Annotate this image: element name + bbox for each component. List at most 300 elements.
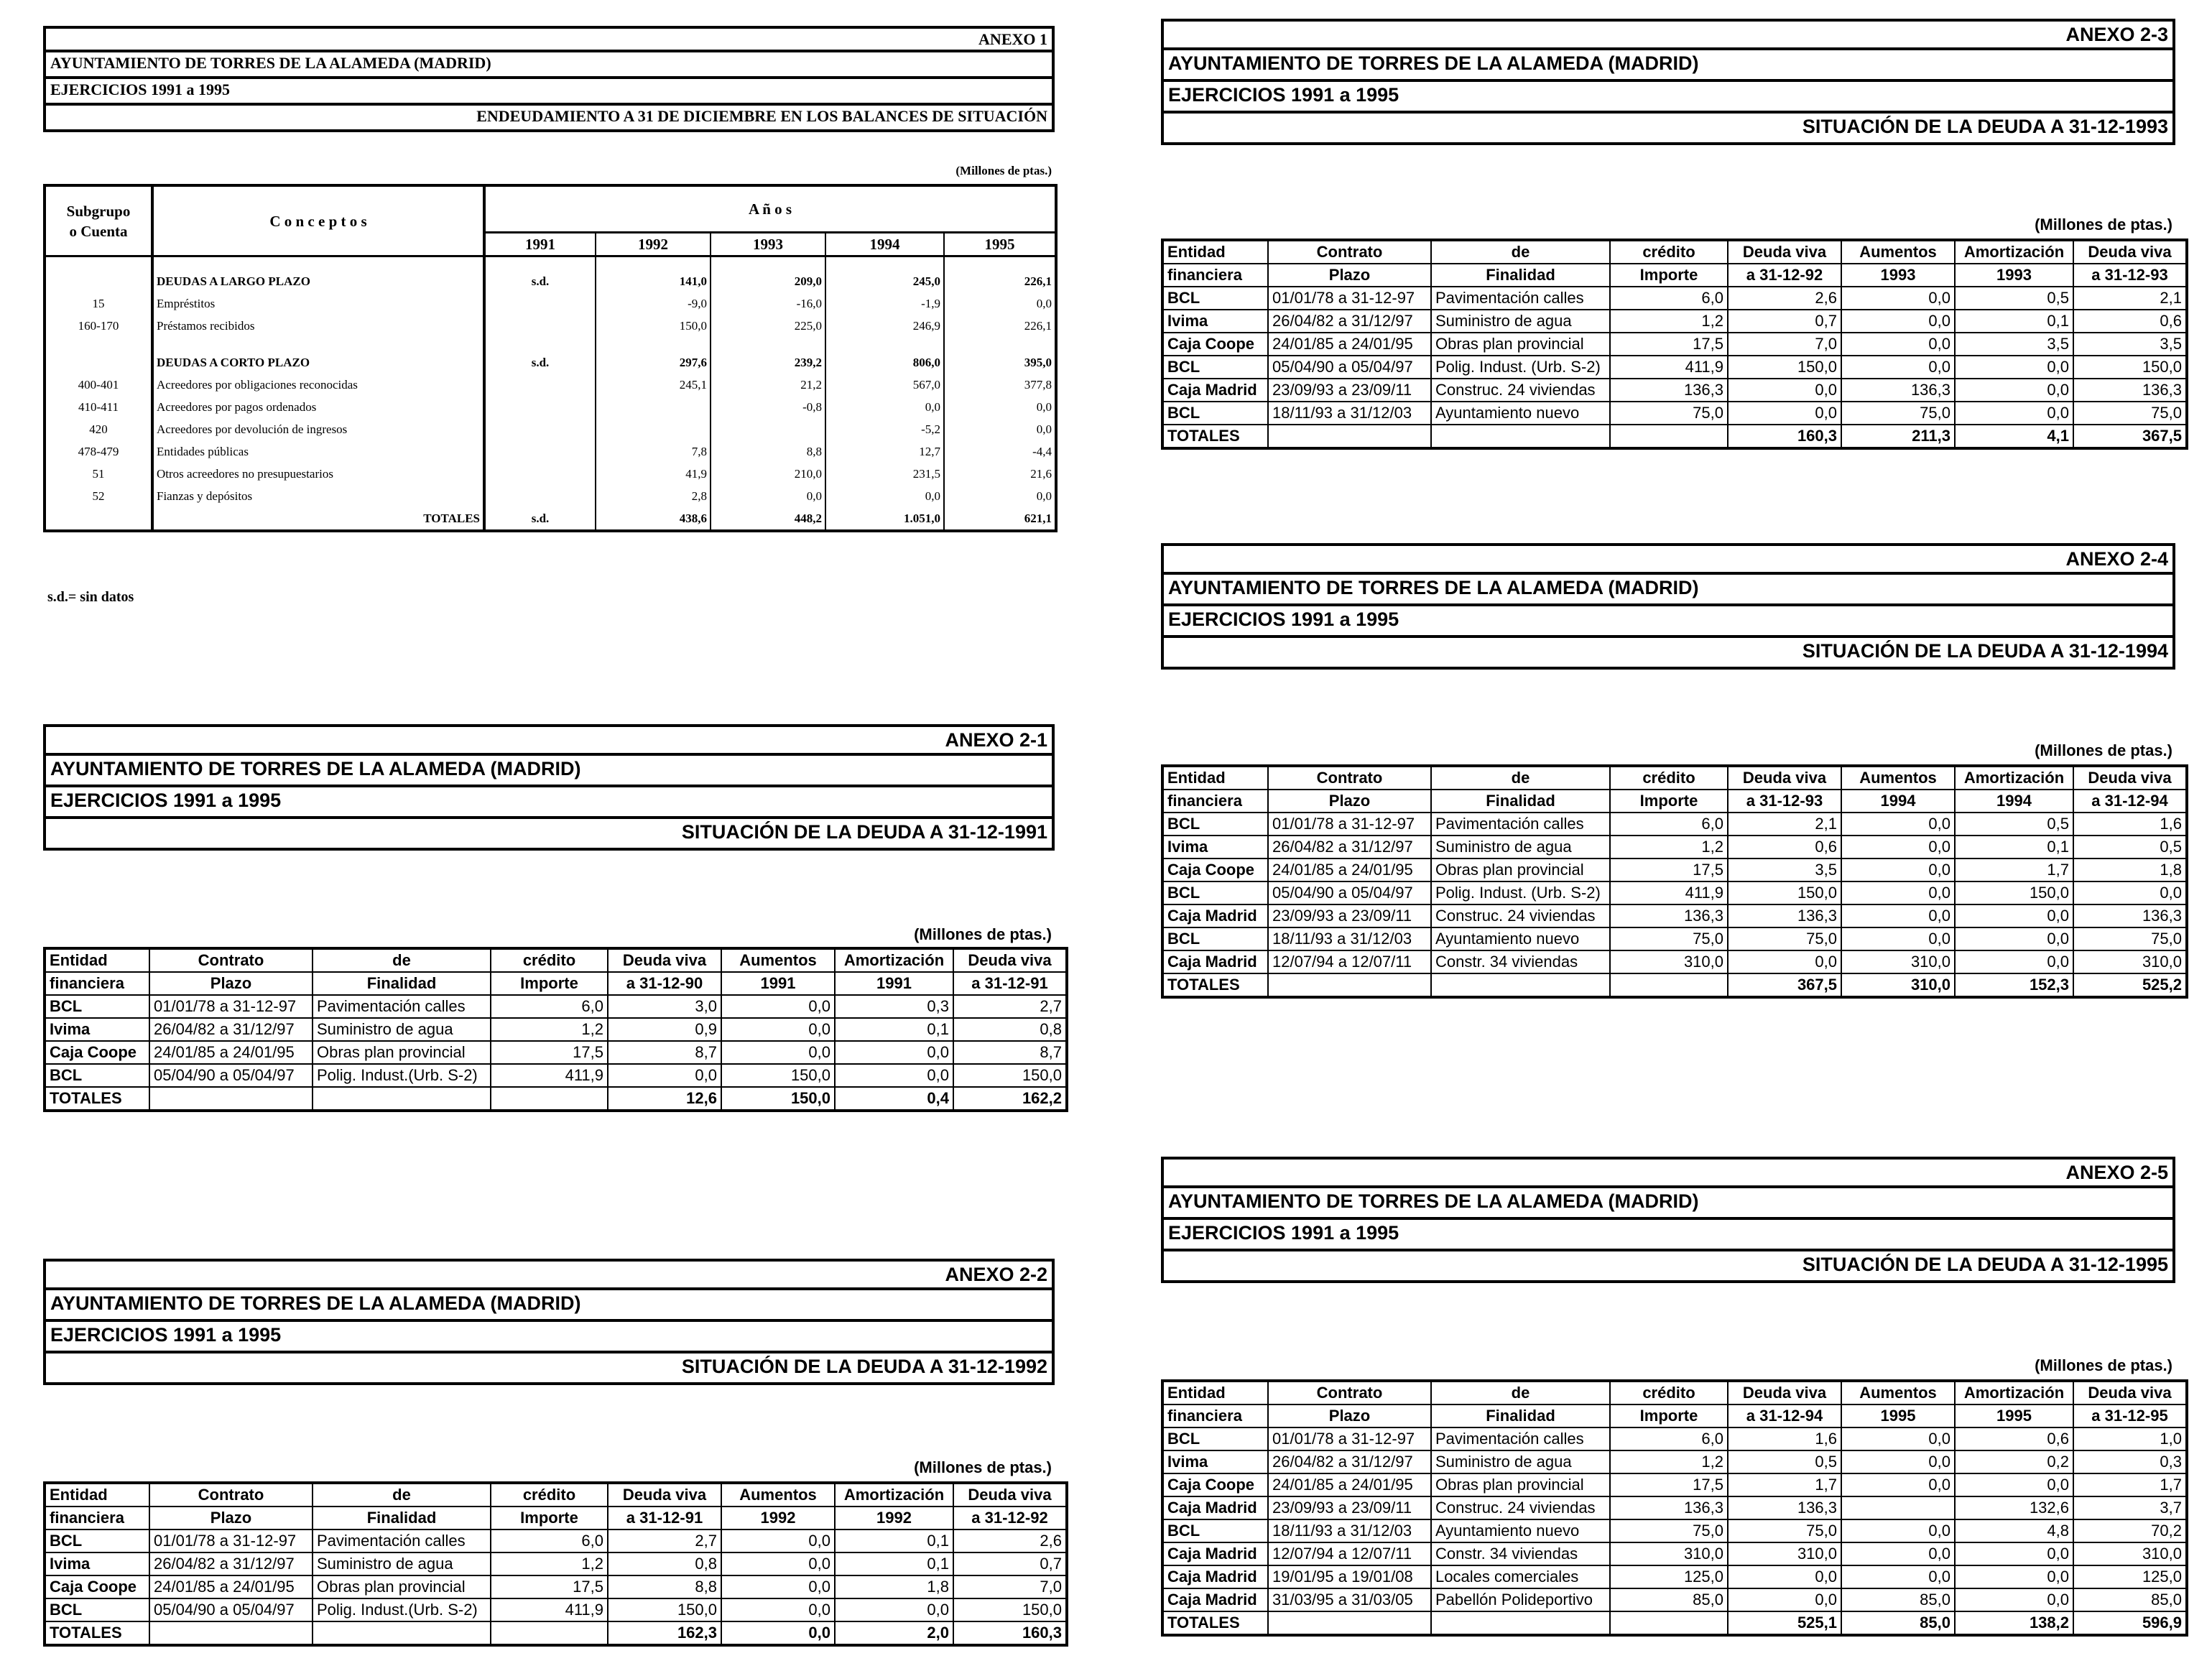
amortizacion-value: 0,0 xyxy=(835,1598,953,1621)
account-code: 160-170 xyxy=(78,318,119,333)
debt-table xyxy=(1161,764,2188,999)
debt-table xyxy=(1161,1379,2188,1637)
anexo-title: ANEXO 2-3 xyxy=(1161,19,2175,50)
account-code: 410-411 xyxy=(78,399,119,414)
ejercicios-title: EJERCICIOS 1991 a 1995 xyxy=(1161,1220,2175,1251)
finalidad-value: Suministro de agua xyxy=(1431,1450,1610,1473)
deuda-prev-value: 150,0 xyxy=(1728,881,1841,904)
deuda-viva-end-header: Deuda viva xyxy=(953,1483,1067,1507)
deuda-end-value: 0,6 xyxy=(2073,310,2187,333)
deuda-prev-value: 0,7 xyxy=(1728,310,1841,333)
aumentos-year-header: 1992 xyxy=(721,1507,835,1530)
year-value: 209,0 xyxy=(711,270,825,292)
total-value: 162,3 xyxy=(608,1621,721,1645)
deuda-end-value: 2,7 xyxy=(953,995,1067,1018)
year-value xyxy=(596,418,711,440)
debt-row xyxy=(1162,1565,2187,1588)
year-value: -16,0 xyxy=(711,292,825,315)
aumentos-header: Aumentos xyxy=(1841,766,1955,790)
anexo-header xyxy=(1161,1157,2175,1283)
importe-value: 310,0 xyxy=(1610,1542,1728,1565)
aumentos-value: 0,0 xyxy=(721,1018,835,1041)
importe-value: 411,9 xyxy=(491,1598,608,1621)
debt-row xyxy=(1162,950,2187,973)
plazo-value: 26/04/82 a 31/12/97 xyxy=(149,1552,313,1575)
deuda-prev-value: 2,6 xyxy=(1728,287,1841,310)
empty-cell xyxy=(491,1621,608,1645)
finalidad-value: Locales comerciales xyxy=(1431,1565,1610,1588)
plazo-value: 18/11/93 a 31/12/03 xyxy=(1268,1519,1431,1542)
account-code: 478-479 xyxy=(78,444,119,458)
finalidad-value: Construc. 24 viviendas xyxy=(1431,1496,1610,1519)
finalidad-value: Polig. Indust.(Urb. S-2) xyxy=(313,1064,491,1087)
year-value xyxy=(484,440,596,463)
plazo-value: 01/01/78 a 31-12-97 xyxy=(1268,813,1431,836)
importe-header: Importe xyxy=(1610,1404,1728,1427)
year-value: -1,9 xyxy=(825,292,944,315)
plazo-value: 05/04/90 a 05/04/97 xyxy=(1268,881,1431,904)
debt-row xyxy=(1162,1542,2187,1565)
aumentos-value: 0,0 xyxy=(721,1552,835,1575)
account-code xyxy=(45,351,152,374)
finalidad-header: Finalidad xyxy=(313,1507,491,1530)
deuda-end-value: 0,5 xyxy=(2073,836,2187,859)
amortizacion-value: 0,3 xyxy=(835,995,953,1018)
year-header-1995: 1995 xyxy=(944,233,1056,256)
debt-table xyxy=(43,947,1068,1112)
empty-cell xyxy=(1268,425,1431,448)
amortizacion-header: Amortización xyxy=(1955,1381,2073,1404)
contrato-header: Contrato xyxy=(149,948,313,972)
amortizacion-value: 1,8 xyxy=(835,1575,953,1598)
aumentos-value: 0,0 xyxy=(1841,836,1955,859)
aumentos-value xyxy=(1841,1496,1955,1519)
finalidad-value: Pavimentación calles xyxy=(313,995,491,1018)
importe-value: 1,2 xyxy=(1610,1450,1728,1473)
deuda-end-value: 0,0 xyxy=(2073,881,2187,904)
debt-row xyxy=(45,995,1067,1018)
deuda-end-value: 2,6 xyxy=(953,1530,1067,1552)
concept-label: Acreedores por pagos ordenados xyxy=(152,396,484,418)
importe-value: 1,2 xyxy=(1610,836,1728,859)
amortizacion-value: 0,1 xyxy=(835,1530,953,1552)
debt-row xyxy=(45,1575,1067,1598)
entity-name: Caja Coope xyxy=(45,1575,149,1598)
deuda-prev-value: 3,0 xyxy=(608,995,721,1018)
aumentos-header: Aumentos xyxy=(721,1483,835,1507)
anos-header: A ñ o s xyxy=(484,185,1056,233)
entity-name: Caja Madrid xyxy=(1162,950,1268,973)
entity-name: Ivima xyxy=(1162,1450,1268,1473)
amortizacion-year-header: 1994 xyxy=(1955,790,2073,813)
importe-value: 125,0 xyxy=(1610,1565,1728,1588)
total-value: s.d. xyxy=(484,507,596,531)
totals-label: TOTALES xyxy=(1162,973,1268,997)
concept-label: Acreedores por devolución de ingresos xyxy=(152,418,484,440)
amortizacion-header: Amortización xyxy=(835,948,953,972)
deuda-end-value: 136,3 xyxy=(2073,379,2187,402)
year-value xyxy=(484,463,596,485)
units-label: (Millones de ptas.) xyxy=(914,1458,1052,1476)
org-title: AYUNTAMIENTO DE TORRES DE LA ALAMEDA (MADRID) xyxy=(43,756,1055,787)
entity-name: BCL xyxy=(45,1530,149,1552)
finalidad-value: Constr. 34 viviendas xyxy=(1431,1542,1610,1565)
plazo-value: 19/01/95 a 19/01/08 xyxy=(1268,1565,1431,1588)
plazo-value: 12/07/94 a 12/07/11 xyxy=(1268,1542,1431,1565)
deuda-end-value: 1,8 xyxy=(2073,859,2187,881)
total-value: 150,0 xyxy=(721,1087,835,1111)
debt-row xyxy=(1162,927,2187,950)
totals-label: TOTALES xyxy=(45,1621,149,1645)
header-row xyxy=(45,948,1067,972)
deuda-viva-prev-header: Deuda viva xyxy=(1728,240,1841,264)
empty-cell xyxy=(1610,973,1728,997)
aumentos-header: Aumentos xyxy=(1841,1381,1955,1404)
amortizacion-value: 0,0 xyxy=(1955,1473,2073,1496)
amortizacion-value: 0,5 xyxy=(1955,813,2073,836)
amortizacion-value: 0,0 xyxy=(1955,927,2073,950)
deuda-prev-value: 0,9 xyxy=(608,1018,721,1041)
amortizacion-value: 0,6 xyxy=(1955,1427,2073,1450)
entity-name: Caja Madrid xyxy=(1162,1588,1268,1611)
total-value: 1.051,0 xyxy=(825,507,944,531)
debt-row xyxy=(1162,1450,2187,1473)
year-value: 7,8 xyxy=(596,440,711,463)
finalidad-value: Ayuntamiento nuevo xyxy=(1431,402,1610,425)
debt-table xyxy=(1161,239,2188,450)
anexo-title: ANEXO 2-1 xyxy=(43,724,1055,756)
year-value: 806,0 xyxy=(825,351,944,374)
year-value: 210,0 xyxy=(711,463,825,485)
deuda-prev-value: 7,0 xyxy=(1728,333,1841,356)
conceptos-header: C o n c e p t o s xyxy=(152,185,484,256)
deuda-end-value: 150,0 xyxy=(2073,356,2187,379)
spacer-row xyxy=(45,256,1056,271)
plazo-value: 23/09/93 a 23/09/11 xyxy=(1268,904,1431,927)
total-value: 12,6 xyxy=(608,1087,721,1111)
entity-name: BCL xyxy=(1162,881,1268,904)
year-value: 226,1 xyxy=(944,270,1056,292)
anexo1-title: ANEXO 1 xyxy=(43,26,1055,52)
total-value: 152,3 xyxy=(1955,973,2073,997)
amortizacion-value: 0,2 xyxy=(1955,1450,2073,1473)
amortizacion-value: 0,0 xyxy=(1955,1565,2073,1588)
finalidad-value: Construc. 24 viviendas xyxy=(1431,904,1610,927)
year-value: 12,7 xyxy=(825,440,944,463)
plazo-header: Plazo xyxy=(149,1507,313,1530)
subheader-row xyxy=(45,972,1067,995)
org-title: AYUNTAMIENTO DE TORRES DE LA ALAMEDA (MADRID) xyxy=(1161,1188,2175,1220)
plazo-value: 01/01/78 a 31-12-97 xyxy=(1268,287,1431,310)
total-value: 0,4 xyxy=(835,1087,953,1111)
year-value: 245,1 xyxy=(596,374,711,396)
plazo-value: 24/01/85 a 24/01/95 xyxy=(149,1575,313,1598)
balance-row xyxy=(45,374,1056,396)
amortizacion-value: 0,0 xyxy=(1955,1588,2073,1611)
anexo1-footnote: s.d.= sin datos xyxy=(47,589,134,605)
year-value: s.d. xyxy=(484,351,596,374)
finalidad-value: Obras plan provincial xyxy=(313,1575,491,1598)
end-date-header: a 31-12-92 xyxy=(953,1507,1067,1530)
total-value: 621,1 xyxy=(944,507,1056,531)
de-header: de xyxy=(313,1483,491,1507)
importe-value: 411,9 xyxy=(1610,356,1728,379)
finalidad-value: Pavimentación calles xyxy=(313,1530,491,1552)
year-value: 0,0 xyxy=(944,292,1056,315)
plazo-value: 26/04/82 a 31/12/97 xyxy=(1268,310,1431,333)
amortizacion-value: 0,1 xyxy=(1955,836,2073,859)
anexo-title: ANEXO 2-2 xyxy=(43,1259,1055,1290)
entity-name: Ivima xyxy=(45,1552,149,1575)
amortizacion-value: 1,7 xyxy=(1955,859,2073,881)
aumentos-value: 0,0 xyxy=(1841,1450,1955,1473)
finalidad-value: Pabellón Polideportivo xyxy=(1431,1588,1610,1611)
importe-value: 136,3 xyxy=(1610,1496,1728,1519)
totals-label: TOTALES xyxy=(1162,1611,1268,1635)
plazo-header: Plazo xyxy=(1268,790,1431,813)
amortizacion-value: 0,0 xyxy=(1955,379,2073,402)
debt-row xyxy=(45,1530,1067,1552)
plazo-value: 01/01/78 a 31-12-97 xyxy=(1268,1427,1431,1450)
header-row xyxy=(1162,240,2187,264)
amortizacion-value: 0,1 xyxy=(835,1018,953,1041)
total-value: 525,2 xyxy=(2073,973,2187,997)
subheader-row xyxy=(1162,264,2187,287)
entity-name: Caja Coope xyxy=(1162,333,1268,356)
deuda-end-value: 1,6 xyxy=(2073,813,2187,836)
empty-cell xyxy=(149,1087,313,1111)
deuda-end-value: 85,0 xyxy=(2073,1588,2187,1611)
deuda-end-value: 310,0 xyxy=(2073,950,2187,973)
anexo-title: ANEXO 2-5 xyxy=(1161,1157,2175,1188)
deuda-end-value: 150,0 xyxy=(953,1064,1067,1087)
credito-header: crédito xyxy=(1610,766,1728,790)
anexo-header xyxy=(43,1259,1055,1385)
contrato-header: Contrato xyxy=(1268,1381,1431,1404)
deuda-prev-value: 75,0 xyxy=(1728,1519,1841,1542)
debt-row xyxy=(1162,836,2187,859)
importe-value: 1,2 xyxy=(491,1018,608,1041)
deuda-prev-value: 2,7 xyxy=(608,1530,721,1552)
empty-cell xyxy=(1610,1611,1728,1635)
subgrupo-header: Subgrupo o Cuenta xyxy=(66,202,131,240)
header-row xyxy=(45,1483,1067,1507)
contrato-header: Contrato xyxy=(1268,766,1431,790)
deuda-prev-value: 1,6 xyxy=(1728,1427,1841,1450)
amortizacion-value: 4,8 xyxy=(1955,1519,2073,1542)
aumentos-value: 0,0 xyxy=(1841,813,1955,836)
year-value xyxy=(484,374,596,396)
total-value: 160,3 xyxy=(953,1621,1067,1645)
finalidad-value: Suministro de agua xyxy=(1431,836,1610,859)
financiera-header: financiera xyxy=(1162,790,1268,813)
importe-value: 75,0 xyxy=(1610,402,1728,425)
year-value xyxy=(484,485,596,507)
deuda-prev-value: 0,0 xyxy=(1728,379,1841,402)
empty-cell xyxy=(313,1087,491,1111)
entidad-header: Entidad xyxy=(1162,1381,1268,1404)
importe-value: 411,9 xyxy=(1610,881,1728,904)
amortizacion-value: 0,5 xyxy=(1955,287,2073,310)
total-value: 138,2 xyxy=(1955,1611,2073,1635)
importe-value: 17,5 xyxy=(1610,859,1728,881)
total-value: 448,2 xyxy=(711,507,825,531)
end-date-header: a 31-12-93 xyxy=(2073,264,2187,287)
importe-value: 17,5 xyxy=(491,1575,608,1598)
deuda-end-value: 8,7 xyxy=(953,1041,1067,1064)
prev-date-header: a 31-12-94 xyxy=(1728,1404,1841,1427)
concept-label: DEUDAS A CORTO PLAZO xyxy=(152,351,484,374)
total-value: 310,0 xyxy=(1841,973,1955,997)
prev-date-header: a 31-12-91 xyxy=(608,1507,721,1530)
finalidad-value: Suministro de agua xyxy=(313,1552,491,1575)
year-value: 297,6 xyxy=(596,351,711,374)
debt-row xyxy=(1162,813,2187,836)
aumentos-value: 0,0 xyxy=(1841,859,1955,881)
deuda-end-value: 3,5 xyxy=(2073,333,2187,356)
deuda-viva-end-header: Deuda viva xyxy=(2073,766,2187,790)
deuda-prev-value: 3,5 xyxy=(1728,859,1841,881)
finalidad-value: Constr. 34 viviendas xyxy=(1431,950,1610,973)
finalidad-header: Finalidad xyxy=(1431,1404,1610,1427)
year-value: 141,0 xyxy=(596,270,711,292)
entity-name: Caja Madrid xyxy=(1162,1565,1268,1588)
debt-row xyxy=(45,1041,1067,1064)
year-header-1993: 1993 xyxy=(711,233,825,256)
year-value xyxy=(711,418,825,440)
plazo-value: 26/04/82 a 31/12/97 xyxy=(1268,836,1431,859)
anexo1-org: AYUNTAMIENTO DE TORRES DE LA ALAMEDA (MADRID) xyxy=(43,52,1055,79)
situacion-title: SITUACIÓN DE LA DEUDA A 31-12-1994 xyxy=(1161,638,2175,670)
balance-row xyxy=(45,463,1056,485)
plazo-value: 24/01/85 a 24/01/95 xyxy=(1268,333,1431,356)
debt-row xyxy=(1162,1496,2187,1519)
debt-row xyxy=(1162,356,2187,379)
aumentos-value: 0,0 xyxy=(721,1041,835,1064)
amortizacion-value: 0,1 xyxy=(1955,310,2073,333)
aumentos-year-header: 1993 xyxy=(1841,264,1955,287)
deuda-prev-value: 0,0 xyxy=(1728,402,1841,425)
year-value: -9,0 xyxy=(596,292,711,315)
empty-cell xyxy=(313,1621,491,1645)
debt-row xyxy=(1162,859,2187,881)
deuda-prev-value: 136,3 xyxy=(1728,904,1841,927)
deuda-prev-value: 8,7 xyxy=(608,1041,721,1064)
entity-name: BCL xyxy=(1162,1519,1268,1542)
concept-label: Empréstitos xyxy=(152,292,484,315)
year-value: 239,2 xyxy=(711,351,825,374)
entity-name: Ivima xyxy=(1162,310,1268,333)
importe-value: 17,5 xyxy=(1610,1473,1728,1496)
entidad-header: Entidad xyxy=(1162,766,1268,790)
debt-row xyxy=(1162,1519,2187,1542)
deuda-prev-value: 8,8 xyxy=(608,1575,721,1598)
ejercicios-title: EJERCICIOS 1991 a 1995 xyxy=(43,1322,1055,1353)
importe-value: 6,0 xyxy=(1610,287,1728,310)
situacion-title: SITUACIÓN DE LA DEUDA A 31-12-1991 xyxy=(43,819,1055,851)
year-value: 231,5 xyxy=(825,463,944,485)
prev-date-header: a 31-12-90 xyxy=(608,972,721,995)
finalidad-value: Pavimentación calles xyxy=(1431,1427,1610,1450)
concept-label: Acreedores por obligaciones reconocidas xyxy=(152,374,484,396)
anexo1-subtitle: ENDEUDAMIENTO A 31 DE DICIEMBRE EN LOS BALANCES DE SITUACIÓN xyxy=(43,106,1055,132)
anexo-header xyxy=(1161,543,2175,670)
amortizacion-year-header: 1995 xyxy=(1955,1404,2073,1427)
plazo-value: 18/11/93 a 31/12/03 xyxy=(1268,927,1431,950)
year-value: 377,8 xyxy=(944,374,1056,396)
year-value xyxy=(484,292,596,315)
year-value: 8,8 xyxy=(711,440,825,463)
total-value: 162,2 xyxy=(953,1087,1067,1111)
deuda-end-value: 125,0 xyxy=(2073,1565,2187,1588)
situacion-title: SITUACIÓN DE LA DEUDA A 31-12-1992 xyxy=(43,1353,1055,1385)
concept-label: Préstamos recibidos xyxy=(152,315,484,337)
year-value: 2,8 xyxy=(596,485,711,507)
deuda-viva-end-header: Deuda viva xyxy=(953,948,1067,972)
financiera-header: financiera xyxy=(1162,264,1268,287)
credito-header: crédito xyxy=(1610,1381,1728,1404)
total-value: 367,5 xyxy=(2073,425,2187,448)
entidad-header: Entidad xyxy=(45,948,149,972)
importe-value: 136,3 xyxy=(1610,904,1728,927)
aumentos-value: 75,0 xyxy=(1841,402,1955,425)
header-row xyxy=(1162,1381,2187,1404)
plazo-value: 23/09/93 a 23/09/11 xyxy=(1268,1496,1431,1519)
importe-value: 411,9 xyxy=(491,1064,608,1087)
anexo1-table xyxy=(43,184,1058,532)
org-title: AYUNTAMIENTO DE TORRES DE LA ALAMEDA (MADRID) xyxy=(1161,50,2175,82)
aumentos-header: Aumentos xyxy=(1841,240,1955,264)
totals-row xyxy=(1162,425,2187,448)
debt-row xyxy=(1162,1588,2187,1611)
debt-row xyxy=(1162,333,2187,356)
account-code: 51 xyxy=(92,466,105,481)
year-value: 0,0 xyxy=(711,485,825,507)
plazo-value: 24/01/85 a 24/01/95 xyxy=(1268,1473,1431,1496)
aumentos-value: 150,0 xyxy=(721,1064,835,1087)
concept-label: DEUDAS A LARGO PLAZO xyxy=(152,270,484,292)
aumentos-value: 0,0 xyxy=(1841,356,1955,379)
de-header: de xyxy=(313,948,491,972)
deuda-end-value: 136,3 xyxy=(2073,904,2187,927)
plazo-value: 01/01/78 a 31-12-97 xyxy=(149,995,313,1018)
entidad-header: Entidad xyxy=(45,1483,149,1507)
debt-row xyxy=(1162,310,2187,333)
entity-name: Ivima xyxy=(45,1018,149,1041)
debt-row xyxy=(45,1018,1067,1041)
amortizacion-header: Amortización xyxy=(835,1483,953,1507)
concept-label: Otros acreedores no presupuestarios xyxy=(152,463,484,485)
aumentos-value: 310,0 xyxy=(1841,950,1955,973)
importe-value: 75,0 xyxy=(1610,1519,1728,1542)
entity-name: Ivima xyxy=(1162,836,1268,859)
aumentos-value: 0,0 xyxy=(1841,1565,1955,1588)
aumentos-value: 0,0 xyxy=(721,1530,835,1552)
year-header-1994: 1994 xyxy=(825,233,944,256)
units-label: (Millones de ptas.) xyxy=(2035,1356,2172,1374)
totals-row xyxy=(45,1621,1067,1645)
total-value: 596,9 xyxy=(2073,1611,2187,1635)
contrato-header: Contrato xyxy=(149,1483,313,1507)
account-code: 400-401 xyxy=(78,377,119,392)
aumentos-year-header: 1991 xyxy=(721,972,835,995)
finalidad-value: Suministro de agua xyxy=(313,1018,491,1041)
balance-row xyxy=(45,485,1056,507)
year-value: 0,0 xyxy=(944,396,1056,418)
financiera-header: financiera xyxy=(45,1507,149,1530)
importe-header: Importe xyxy=(1610,790,1728,813)
total-value: 160,3 xyxy=(1728,425,1841,448)
